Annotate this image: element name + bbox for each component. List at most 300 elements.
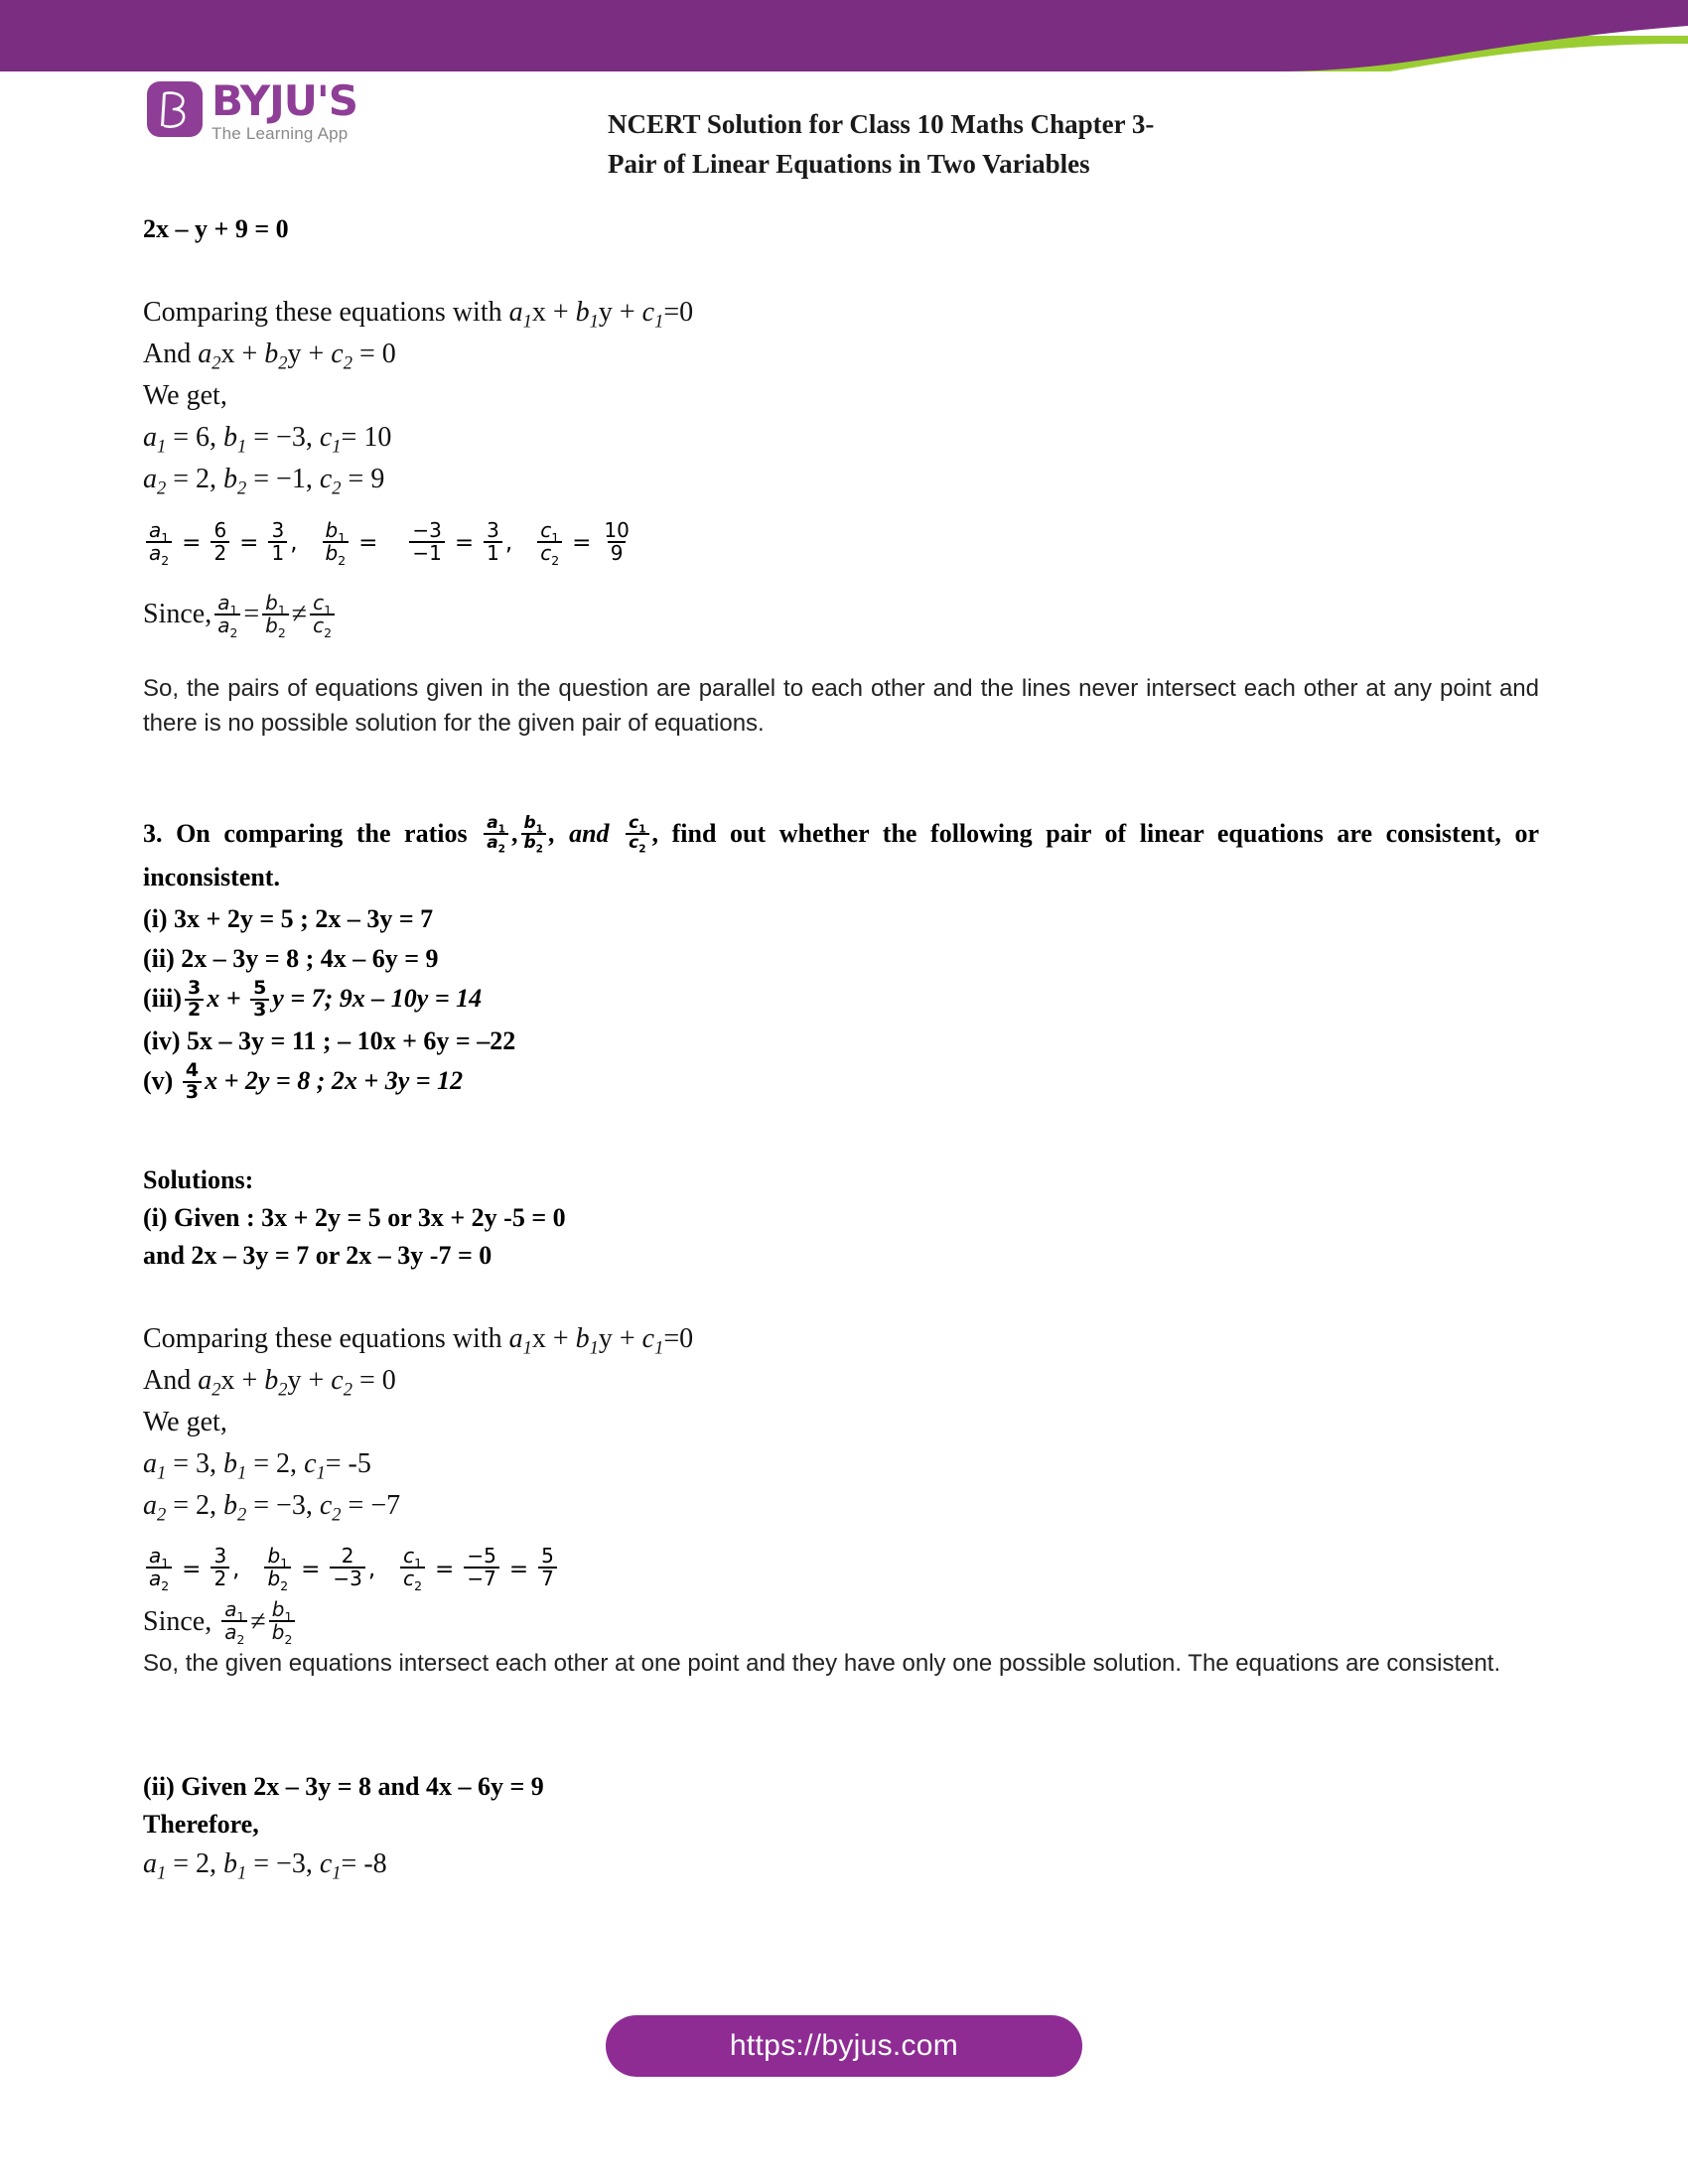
b2-value: = −3, <box>246 1489 313 1521</box>
and-word: And <box>143 1364 199 1396</box>
spacer <box>143 784 1539 812</box>
b1-symbol: b <box>223 1447 238 1479</box>
equals-zero: =0 <box>663 297 694 328</box>
fraction-denominator: −7 <box>464 1567 498 1589</box>
spacer <box>143 1681 1539 1724</box>
c2-symbol: c <box>319 464 333 494</box>
comparing-prefix: Comparing these equations with <box>143 1322 509 1354</box>
fraction-denominator <box>221 1620 247 1648</box>
frac-den-sym: a <box>149 1567 162 1591</box>
fraction-a1-a2 <box>484 813 508 856</box>
fraction-numerator: 5 <box>541 1544 554 1569</box>
frac-den-sym: b <box>325 540 339 565</box>
byjus-url-button[interactable]: https://byjus.com <box>606 2015 1082 2077</box>
plus-2: + <box>612 1322 642 1354</box>
equals-sign: = <box>572 530 592 556</box>
b1-sub: 1 <box>237 1862 247 1883</box>
spacer <box>143 1104 1539 1148</box>
fraction-denominator <box>214 613 240 640</box>
page-title-line-1: NCERT Solution for Class 10 Maths Chapter 3- <box>608 109 1155 139</box>
byjus-logo-name: BYJU'S <box>211 76 357 125</box>
frac-num-sym: a <box>149 517 162 542</box>
frac-den-sym: b <box>265 613 278 637</box>
frac-den-sub: 2 <box>338 552 347 568</box>
solution-i-line-2: and 2x – 3y = 7 or 2x – 3y -7 = 0 <box>143 1240 492 1270</box>
coef-b-sub: 1 <box>589 1337 599 1358</box>
fraction-numerator <box>269 1597 296 1625</box>
comparing-line-1 <box>143 292 1539 334</box>
byjus-logo-text <box>211 76 357 144</box>
a1-symbol: a <box>143 1447 157 1479</box>
b2-value: = −1, <box>246 464 313 494</box>
fraction-denominator: −3 <box>330 1567 364 1589</box>
page-title <box>608 104 1323 184</box>
b1-sub: 1 <box>237 1462 247 1483</box>
spacer <box>143 1724 1539 1768</box>
coef-c2: c <box>331 1364 344 1396</box>
var-y: y <box>598 1322 613 1354</box>
equals-zero-2: = 0 <box>352 339 396 369</box>
coef-a: a <box>508 297 523 328</box>
equals-sign: = <box>239 530 259 556</box>
coef-b2: b <box>264 1364 279 1396</box>
frac-den-sym: c <box>629 833 639 854</box>
ratio-row-2 <box>143 1541 1539 1598</box>
frac-num-sym: c <box>403 1544 415 1569</box>
fraction-a1-a2 <box>146 1544 172 1594</box>
frac-den-sym: a <box>224 1620 237 1645</box>
fraction-numerator: −5 <box>467 1544 496 1569</box>
coef-c2: c <box>331 339 344 369</box>
equals-zero-2: = 0 <box>352 1364 396 1396</box>
frac-num-sub: 1 <box>161 529 170 545</box>
comma-1: , <box>290 530 298 556</box>
coef-a: a <box>508 1322 523 1354</box>
coef-c2-sub: 2 <box>343 1379 352 1400</box>
frac-den-sym: c <box>403 1567 415 1591</box>
a1-symbol: a <box>143 1847 157 1879</box>
fraction-c1-c2 <box>400 1544 425 1594</box>
fraction-5-3 <box>250 979 269 1021</box>
a2-sub: 2 <box>157 1504 167 1525</box>
frac-num-sub: 1 <box>638 823 646 836</box>
fraction-b1-b2 <box>262 590 289 640</box>
b2-sub: 2 <box>237 1504 247 1525</box>
coef-a-sub: 1 <box>522 311 532 332</box>
c1-value: = -5 <box>325 1447 371 1479</box>
fraction-numerator: 3 <box>188 977 202 1000</box>
frac-den-sub: 2 <box>229 624 238 640</box>
fraction-a1-a2 <box>146 517 172 568</box>
frac-num-sub: 1 <box>324 602 333 617</box>
fraction-numerator <box>264 1544 291 1571</box>
frac-num-sub: 1 <box>497 823 505 836</box>
frac-num-sym: b <box>265 590 278 614</box>
coefficients-line-4 <box>143 1485 1539 1527</box>
fraction-numerator <box>310 590 335 617</box>
fraction-c1-c2 <box>537 517 562 568</box>
fraction-denominator: 2 <box>211 1567 229 1589</box>
fraction-denominator: 1 <box>268 541 287 564</box>
equals-sign: = <box>508 1556 529 1582</box>
solutions-heading: Solutions: <box>143 1164 254 1194</box>
b2-symbol: b <box>223 464 238 494</box>
frac-den-sym: b <box>523 833 536 854</box>
coef-a2: a <box>198 339 212 369</box>
frac-num-sub: 1 <box>535 823 543 836</box>
spacer <box>143 1527 1539 1541</box>
equals-sign: = <box>182 530 202 556</box>
fraction-numerator: −3 <box>412 517 442 542</box>
c1-sub: 1 <box>332 436 342 457</box>
plus-1: + <box>545 1322 576 1354</box>
coef-a2-sub: 2 <box>211 352 221 373</box>
frac-den-sym: c <box>313 613 325 637</box>
fraction-denominator <box>323 540 350 568</box>
fraction-numerator <box>521 813 547 836</box>
fraction-denominator <box>537 540 562 568</box>
fraction-numerator <box>626 813 648 836</box>
we-get-1: We get, <box>143 380 227 411</box>
c2-value: = 9 <box>341 464 385 494</box>
header-banner-svg <box>0 0 1688 71</box>
fraction-2-neg3 <box>330 1546 364 1589</box>
frac-num-sym: a <box>224 1597 237 1622</box>
c1-sub: 1 <box>316 1462 326 1483</box>
var-x2: x <box>220 339 235 369</box>
fraction-a1-a2 <box>214 590 240 640</box>
frac-den-sym: b <box>271 1620 285 1645</box>
item-iii-tail: y = 7; 9x – 10y = 14 <box>272 984 483 1013</box>
plus-3: + <box>234 1364 265 1396</box>
frac-num-sub: 1 <box>280 1556 289 1571</box>
frac-den-sub: 2 <box>551 552 560 568</box>
frac-num-sub: 1 <box>236 1609 245 1625</box>
item-iii-mid: x + <box>207 984 248 1013</box>
coef-b: b <box>575 1322 590 1354</box>
plus-2: + <box>612 297 642 328</box>
var-x: x <box>531 297 546 328</box>
fraction-b1-b2 <box>521 813 547 856</box>
fraction-b1-b2 <box>264 1544 291 1594</box>
equation-top: 2x – y + 9 = 0 <box>143 214 289 243</box>
comma-2: , <box>367 1556 376 1582</box>
coef-a2-sub: 2 <box>211 1379 221 1400</box>
frac-den-sym: b <box>267 1567 281 1591</box>
frac-num-sym: b <box>267 1544 281 1569</box>
page-title-line-2: Pair of Linear Equations in Two Variables <box>608 149 1090 179</box>
comma-1: , <box>232 1556 240 1582</box>
item-v-label: (v) <box>143 1065 180 1095</box>
question-3-lead: 3. On comparing the ratios <box>143 819 482 848</box>
frac-den-sub: 2 <box>497 843 505 856</box>
coef-c-sub: 1 <box>654 1337 664 1358</box>
b2-symbol: b <box>223 1489 238 1521</box>
plus-4: + <box>301 1364 332 1396</box>
fraction-4-3 <box>183 1061 202 1103</box>
since-line-2 <box>143 1598 1539 1646</box>
fraction-numerator: 3 <box>271 517 285 542</box>
frac-num-sym: c <box>629 813 639 834</box>
c1-symbol: c <box>319 422 333 453</box>
coef-b-sub: 1 <box>589 311 599 332</box>
fraction-denominator <box>146 540 172 568</box>
frac-den-sub: 2 <box>324 624 333 640</box>
equals-sign: = <box>454 530 475 556</box>
frac-num-sub: 1 <box>277 602 286 617</box>
fraction-neg3-neg1 <box>409 517 444 565</box>
fraction-denominator <box>264 1567 291 1594</box>
frac-den-sub: 2 <box>284 1632 293 1648</box>
c2-value: = −7 <box>341 1489 401 1521</box>
fraction-numerator <box>221 1597 247 1625</box>
fraction-denominator: 9 <box>608 541 627 564</box>
a1-value: = 2, <box>166 1847 217 1879</box>
fraction-numerator <box>400 1544 425 1571</box>
fraction-denominator: 1 <box>484 541 502 564</box>
coef-a-sub: 1 <box>522 1337 532 1358</box>
equals-sign: = <box>435 1556 455 1582</box>
byjus-logo <box>147 76 357 144</box>
frac-num-sym: b <box>271 1597 285 1622</box>
fraction-a1-a2 <box>221 1597 247 1648</box>
document-content <box>143 210 1539 1885</box>
fraction-denominator <box>521 833 547 856</box>
a1-sub: 1 <box>157 436 167 457</box>
we-get-2: We get, <box>143 1406 227 1437</box>
equals-sign: = <box>358 530 378 556</box>
fraction-numerator <box>484 813 508 836</box>
var-y2: y <box>287 339 302 369</box>
c2-symbol: c <box>319 1489 333 1521</box>
var-x2: x <box>220 1364 235 1396</box>
comma-1: , <box>511 819 518 848</box>
item-v-tail: x + 2y = 8 ; 2x + 3y = 12 <box>205 1065 464 1095</box>
frac-den-sub: 2 <box>535 843 543 856</box>
frac-num-sym: b <box>523 813 536 834</box>
frac-num-sym: a <box>217 590 230 614</box>
fraction-3-2 <box>211 1546 229 1589</box>
b1-symbol: b <box>223 1847 238 1879</box>
fraction-denominator: −1 <box>409 541 444 564</box>
frac-num-sym: a <box>149 1544 162 1569</box>
fraction-b1-b2 <box>323 517 350 568</box>
coef-b2: b <box>264 339 279 369</box>
frac-den-sym: c <box>540 540 552 565</box>
paragraph-parallel-conclusion: So, the pairs of equations given in the question are parallel to each other and the lines never intersect each other at any point and there is no possible solution for the given pair of equations. <box>143 675 1539 737</box>
fraction-b1-b2 <box>269 1597 296 1648</box>
c2-sub: 2 <box>332 478 342 498</box>
c1-value: = -8 <box>341 1847 387 1879</box>
fraction-6-2 <box>211 517 229 565</box>
a1-sub: 1 <box>157 1862 167 1883</box>
coefficients-line-5 <box>143 1843 1539 1885</box>
fraction-numerator <box>146 517 172 545</box>
spacer <box>143 1148 1539 1161</box>
b1-value: = −3, <box>246 422 313 453</box>
fraction-denominator <box>262 613 289 640</box>
item-iii-label: (iii) <box>143 984 182 1013</box>
a1-symbol: a <box>143 422 157 453</box>
fraction-numerator: 3 <box>213 1544 227 1569</box>
b1-symbol: b <box>223 422 238 453</box>
fraction-3-2 <box>185 979 204 1021</box>
frac-den-sub: 2 <box>161 552 170 568</box>
paragraph-consistent-conclusion: So, the given equations intersect each other at one point and they have only one possible solution. The equations are consistent. <box>143 1649 1501 1677</box>
frac-den-sub: 2 <box>414 1578 423 1594</box>
fraction-denominator: 7 <box>538 1567 557 1589</box>
a2-value: = 2, <box>166 1489 217 1521</box>
fraction-numerator <box>146 1544 172 1571</box>
frac-den-sym: a <box>149 540 162 565</box>
var-y2: y <box>287 1364 302 1396</box>
spacer <box>143 741 1539 784</box>
coef-a2: a <box>198 1364 212 1396</box>
frac-num-sym: c <box>540 517 552 542</box>
fraction-denominator <box>484 833 508 856</box>
spacer <box>143 1275 1539 1318</box>
question-item-ii: (ii) 2x – 3y = 8 ; 4x – 6y = 9 <box>143 944 439 973</box>
question-item-v <box>143 1061 1539 1104</box>
c1-sub: 1 <box>332 1862 342 1883</box>
frac-den-sub: 2 <box>236 1632 245 1648</box>
fraction-c1-c2 <box>626 813 648 856</box>
equals-zero: =0 <box>663 1322 694 1354</box>
and-word: And <box>143 339 199 369</box>
byjus-logo-tagline: The Learning App <box>211 124 349 143</box>
solution-i-line-1: (i) Given : 3x + 2y = 5 or 3x + 2y -5 = 0 <box>143 1202 566 1232</box>
comparing-line-2 <box>143 1318 1539 1360</box>
a2-value: = 2, <box>166 464 217 494</box>
fraction-neg5-neg7 <box>464 1546 498 1589</box>
frac-num-sub: 1 <box>161 1556 170 1571</box>
c1-value: = 10 <box>341 422 392 453</box>
var-y: y <box>598 297 613 328</box>
coef-c: c <box>641 1322 655 1354</box>
equals-sign: = <box>301 1556 321 1582</box>
a2-sub: 2 <box>157 478 167 498</box>
since-label: Since, <box>143 1605 219 1637</box>
frac-den-sub: 2 <box>277 624 286 640</box>
fraction-denominator <box>146 1567 172 1594</box>
spacer <box>143 500 1539 514</box>
fraction-3-1-b <box>484 517 502 565</box>
fraction-3-1 <box>268 517 287 565</box>
and-line-1 <box>143 334 1539 375</box>
fraction-5-7 <box>538 1546 557 1589</box>
fraction-numerator: 10 <box>604 517 630 542</box>
coef-b2-sub: 2 <box>278 352 288 373</box>
frac-den-sub: 2 <box>161 1578 170 1594</box>
frac-den-sym: a <box>217 613 230 637</box>
fraction-numerator <box>262 590 289 617</box>
coef-c-sub: 1 <box>654 311 664 332</box>
frac-num-sub: 1 <box>338 529 347 545</box>
frac-num-sub: 1 <box>229 602 238 617</box>
frac-den-sub: 2 <box>280 1578 289 1594</box>
fraction-denominator: 3 <box>250 999 269 1021</box>
c1-symbol: c <box>304 1447 317 1479</box>
since-line-1 <box>143 586 1539 643</box>
b1-sub: 1 <box>237 436 247 457</box>
plus-4: + <box>301 339 332 369</box>
comma-2: , <box>504 530 513 556</box>
fraction-10-9 <box>601 517 632 565</box>
b1-value: = 2, <box>246 1447 298 1479</box>
since-label: Since, <box>143 599 212 629</box>
fraction-denominator: 2 <box>211 541 229 564</box>
question-3-tail: , find out whether the following pair of linear equations are consistent, or inconsistent. <box>143 819 1539 891</box>
and-line-2 <box>143 1360 1539 1402</box>
b2-sub: 2 <box>237 478 247 498</box>
frac-num-sub: 1 <box>284 1609 293 1625</box>
coefficients-line-3 <box>143 1443 1539 1485</box>
fraction-c1-c2 <box>310 590 335 640</box>
fraction-numerator <box>537 517 562 545</box>
coef-b: b <box>575 297 590 328</box>
frac-num-sym: c <box>313 590 325 614</box>
equals-sign: = <box>182 1556 202 1582</box>
a1-value: = 6, <box>166 422 217 453</box>
coef-c: c <box>641 297 655 328</box>
var-x: x <box>531 1322 546 1354</box>
a1-sub: 1 <box>157 1462 167 1483</box>
frac-num-sub: 1 <box>414 1556 423 1571</box>
frac-den-sym: a <box>487 833 498 854</box>
fraction-denominator <box>400 1567 425 1594</box>
fraction-denominator <box>269 1620 296 1648</box>
frac-den-sub: 2 <box>638 843 646 856</box>
byjus-logo-mark <box>147 81 203 137</box>
question-item-i: (i) 3x + 2y = 5 ; 2x – 3y = 7 <box>143 904 434 933</box>
fraction-denominator: 2 <box>185 999 204 1021</box>
c1-symbol: c <box>319 1847 333 1879</box>
ratio-row-1 <box>143 514 1539 572</box>
spacer <box>143 248 1539 292</box>
coef-c2-sub: 2 <box>343 352 352 373</box>
c2-sub: 2 <box>332 1504 342 1525</box>
fraction-numerator: 4 <box>185 1059 200 1082</box>
frac-num-sym: a <box>487 813 498 834</box>
coefficients-line-1 <box>143 417 1539 459</box>
plus-3: + <box>234 339 265 369</box>
solution-ii-line-1: (ii) Given 2x – 3y = 8 and 4x – 6y = 9 <box>143 1771 544 1801</box>
byjus-b-glyph-icon <box>147 81 203 137</box>
spacer <box>143 572 1539 586</box>
fraction-numerator <box>323 517 350 545</box>
solution-ii-line-2: Therefore, <box>143 1809 259 1839</box>
frac-num-sym: b <box>325 517 339 542</box>
a2-symbol: a <box>143 464 157 494</box>
fraction-denominator: 3 <box>183 1081 202 1103</box>
not-equals-sign: ≠ <box>291 599 308 629</box>
fraction-numerator: 5 <box>253 977 267 1000</box>
fraction-numerator <box>214 590 240 617</box>
not-equals-sign: ≠ <box>250 1605 266 1637</box>
question-3-heading <box>143 812 1539 899</box>
spacer <box>143 643 1539 671</box>
fraction-numerator: 6 <box>213 517 227 542</box>
a2-symbol: a <box>143 1489 157 1521</box>
fraction-numerator: 3 <box>487 517 499 542</box>
comparing-prefix: Comparing these equations with <box>143 297 509 328</box>
fraction-numerator: 2 <box>341 1544 354 1569</box>
coefficients-line-2 <box>143 459 1539 500</box>
question-item-iii <box>143 979 1539 1022</box>
b1-value: = −3, <box>246 1847 313 1879</box>
fraction-denominator <box>310 613 335 640</box>
a1-value: = 3, <box>166 1447 217 1479</box>
